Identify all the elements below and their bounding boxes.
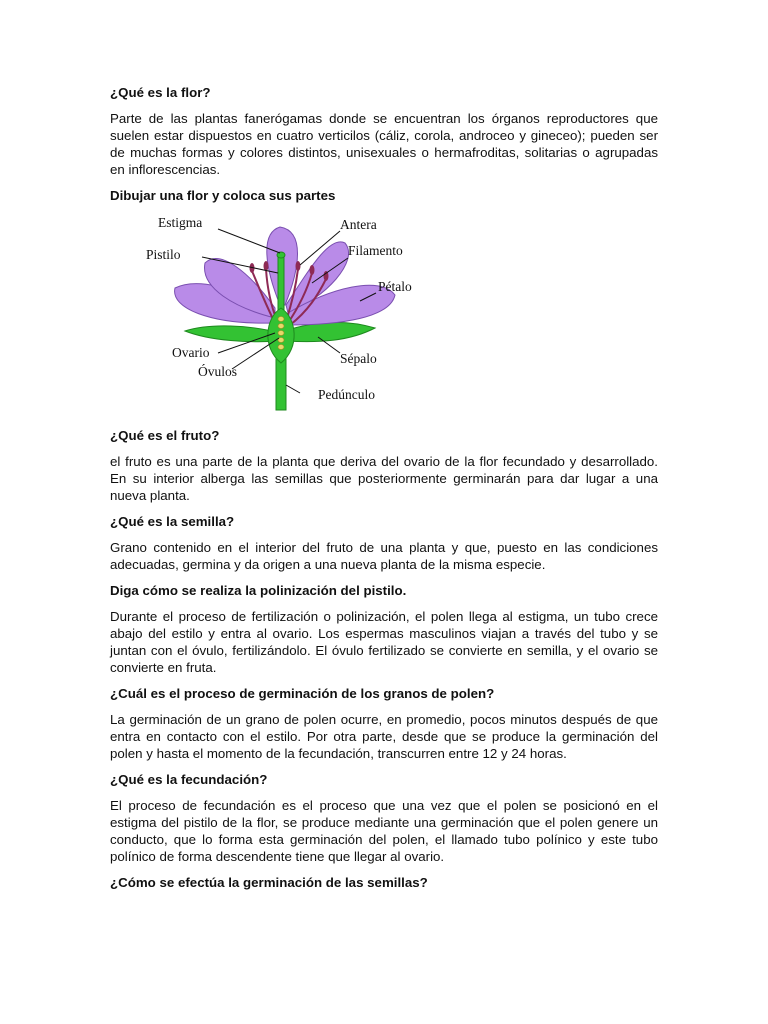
section-7-text: El proceso de fecundación es el proceso que una vez que el polen se posicionó en el estigma del pistilo de la flor, se produce mediante una germinación que el polen genere un conducto, que lo forma esta germinación del polen, el llamado tubo polínico y este tubo polínico de forma descendente tiene que llegar al ovario. — [110, 798, 658, 864]
label-estigma: Estigma — [158, 215, 203, 230]
section-6-text: La germinación de un grano de polen ocurre, en promedio, pocos minutos después de que entra en contacto con el estilo. Por otra parte, desde que se produce la germinación del polen y hasta el momento de la fecundación, transcurren entre 12 y 24 horas. — [110, 712, 658, 761]
section-1-heading: ¿Qué es la flor? — [110, 85, 211, 100]
label-peduncolo: Pedúnculo — [318, 387, 375, 402]
flower-diagram — [140, 213, 440, 413]
label-ovario: Ovario — [172, 345, 210, 360]
sepal-left — [185, 326, 280, 342]
section-1-text: Parte de las plantas fanerógamas donde se encuentran los órganos reproductores que suelen estar dispuestos en cuatro verticilos (cáliz, corola, androceo y gineceo); pueden ser de muchas formas y colores distintos, unisexuales o hermafroditas, solitarias o agrupadas en inflorescencias. — [110, 111, 658, 177]
section-6-heading: ¿Cuál es el proceso de germinación de los granos de polen? — [110, 686, 495, 701]
section-4-heading: ¿Qué es la semilla? — [110, 514, 235, 529]
section-2-heading: Dibujar una flor y coloca sus partes — [110, 188, 336, 203]
section-7-heading: ¿Qué es la fecundación? — [110, 772, 268, 787]
section-3-heading: ¿Qué es el fruto? — [110, 428, 220, 443]
label-ovulos: Óvulos — [198, 364, 238, 379]
label-pistilo: Pistilo — [146, 247, 181, 262]
section-8-heading: ¿Cómo se efectúa la germinación de las semillas? — [110, 875, 428, 890]
stigma — [277, 252, 285, 258]
label-sepalo: Sépalo — [340, 351, 377, 366]
section-3-text: el fruto es una parte de la planta que deriva del ovario de la flor fecundado y desarrollado. En su interior alberga las semillas que posteriormente germinarán para dar lugar a una nueva planta. — [110, 454, 658, 503]
label-petalo: Pétalo — [378, 279, 412, 294]
label-filamento: Filamento — [348, 243, 403, 258]
section-4-text: Grano contenido en el interior del fruto de una planta y que, puesto en las condiciones adecuadas, germina y da origen a una nueva planta de la misma especie. — [110, 540, 658, 572]
section-5-heading: Diga cómo se realiza la polinización del pistilo. — [110, 583, 407, 598]
label-antera: Antera — [340, 217, 377, 232]
section-5-text: Durante el proceso de fertilización o polinización, el polen llega al estigma, un tubo crece abajo del estilo y entra al ovario. Los espermas masculinos viajan a través del tubo y se juntan con el óvulo, fertilizándolo. El óvulo fertilizado se convierte en semilla, y el ovario se convierte en fruta. — [110, 609, 658, 675]
